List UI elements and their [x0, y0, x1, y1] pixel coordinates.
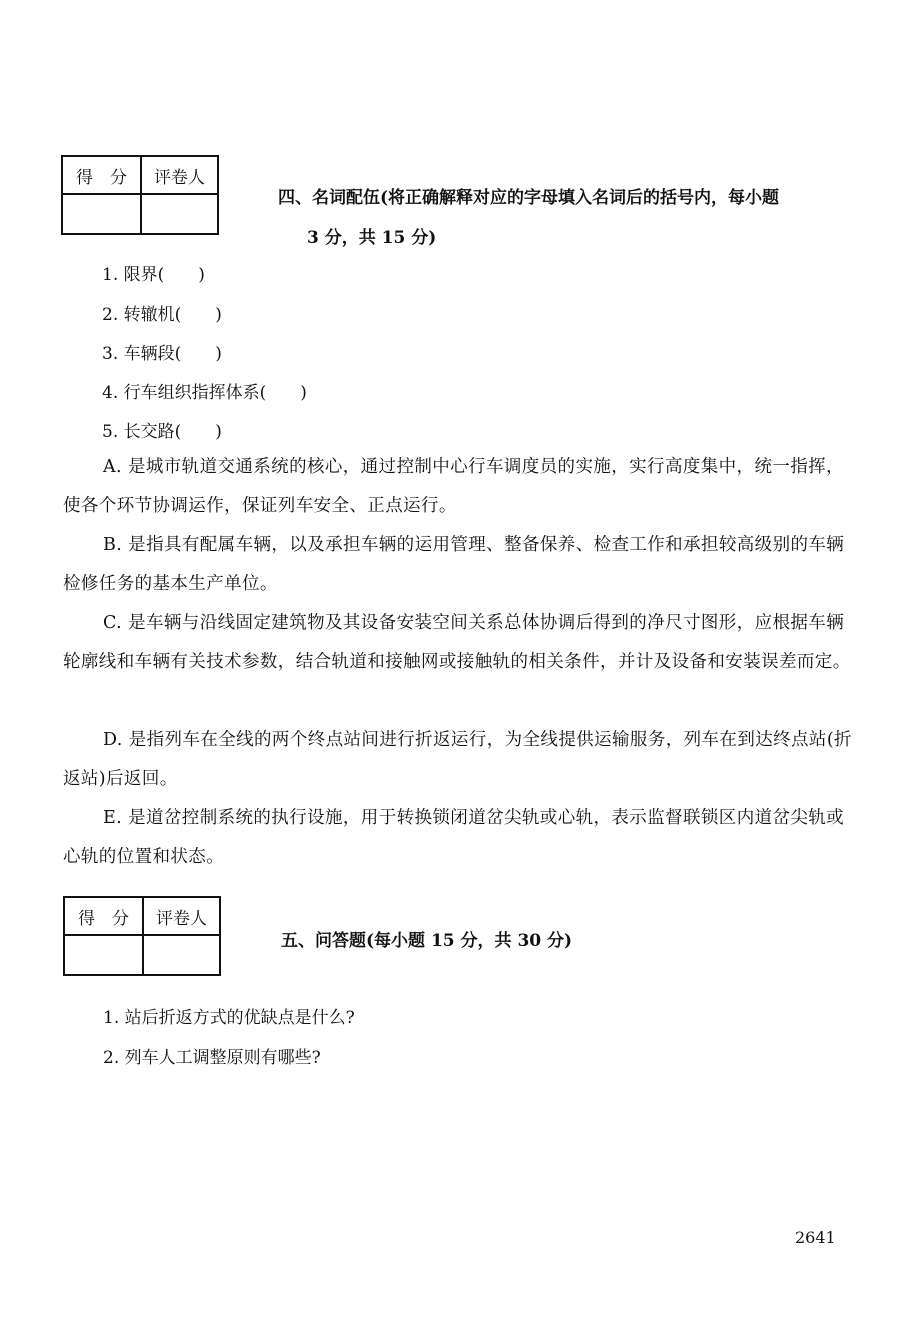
grader-header-cell: 评卷人	[141, 156, 218, 194]
definition-e: E. 是道岔控制系统的执行设施，用于转换锁闭道岔尖轨或心轨，表示监督联锁区内道岔尖轨或心轨的位置和状态。	[63, 808, 845, 867]
definition-b: B. 是指具有配属车辆，以及承担车辆的运用管理、整备保养、检查工作和承担较高级别的车辆检修任务的基本生产单位。	[63, 535, 845, 594]
term-item-5: 5. 长交路( )	[102, 422, 222, 442]
grader-blank-cell[interactable]	[141, 194, 218, 234]
definition-d: D. 是指列车在全线的两个终点站间进行折返运行，为全线提供运输服务，列车在到达终点站(折返站)后返回。	[63, 730, 852, 789]
score-header-cell: 得 分	[64, 897, 143, 935]
term-item-2: 2. 转辙机( )	[102, 305, 222, 325]
score-box-section5	[63, 896, 221, 976]
definition-a: A. 是城市轨道交通系统的核心，通过控制中心行车调度员的实施，实行高度集中，统一指挥，使各个环节协调运作，保证列车安全、正点运行。	[63, 457, 844, 516]
term-item-1: 1. 限界( )	[102, 265, 205, 285]
score-blank-cell[interactable]	[62, 194, 141, 234]
grader-header-cell: 评卷人	[143, 897, 220, 935]
score-blank-cell[interactable]	[64, 935, 143, 975]
question-2: 2. 列车人工调整原则有哪些?	[103, 1048, 321, 1068]
term-item-3: 3. 车辆段( )	[102, 344, 222, 364]
score-box-section4	[61, 155, 219, 235]
section4-title-line1: 四、名词配伍(将正确解释对应的字母填入名词后的括号内，每小题	[278, 188, 780, 208]
section4-title-line2: 3 分，共 15 分)	[307, 228, 437, 248]
page-number: 2641	[795, 1228, 836, 1247]
score-header-cell: 得 分	[62, 156, 141, 194]
term-item-4: 4. 行车组织指挥体系( )	[102, 383, 307, 403]
definition-c: C. 是车辆与沿线固定建筑物及其设备安装空间关系总体协调后得到的净尺寸图形，应根据车辆轮廓线和车辆有关技术参数，结合轨道和接触网或接触轨的相关条件，并计及设备和安装误差而定。	[63, 613, 851, 672]
section5-title: 五、问答题(每小题 15 分，共 30 分)	[281, 931, 573, 951]
question-1: 1. 站后折返方式的优缺点是什么?	[103, 1008, 355, 1028]
grader-blank-cell[interactable]	[143, 935, 220, 975]
